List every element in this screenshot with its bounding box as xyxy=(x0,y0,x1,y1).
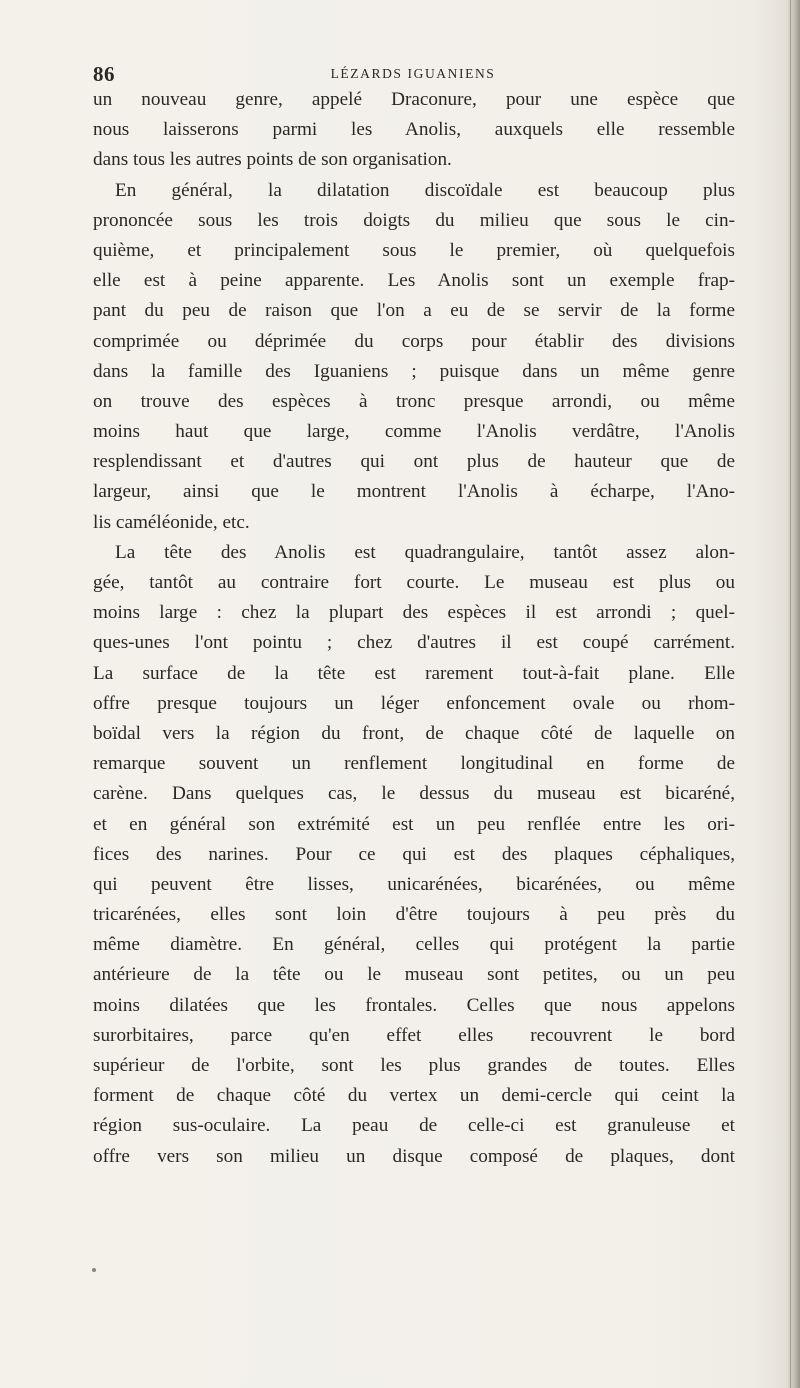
text-line: gée, tantôt au contraire fort courte. Le museau est plus ou xyxy=(93,572,735,593)
text-line: offre vers son milieu un disque composé de plaques, dont xyxy=(93,1145,735,1167)
text-line: un nouveau genre, appelé Draconure, pour une espèce que xyxy=(93,89,735,110)
text-line: comprimée ou déprimée du corps pour établir des divisions xyxy=(93,330,735,352)
text-line: En général, la dilatation discoïdale est beaucoup plus xyxy=(115,179,735,201)
text-line: prononcée sous les trois doigts du milieu que sous le cin- xyxy=(93,209,735,231)
text-line: antérieure de la tête ou le museau sont petites, ou un peu xyxy=(93,964,735,986)
text-line: nous laisserons parmi les Anolis, auxquels elle ressemble xyxy=(93,119,735,141)
text-line: elle est à peine apparente. Les Anolis sont un exemple frap- xyxy=(93,270,735,292)
text-line: on trouve des espèces à tronc presque arrondi, ou même xyxy=(93,390,735,412)
text-line: dans tous les autres points de son organisation. xyxy=(93,149,452,171)
text-line: largeur, ainsi que le montrent l'Anolis à écharpe, l'Ano- xyxy=(93,481,735,503)
text-line: même diamètre. En général, celles qui protégent la partie xyxy=(93,934,735,956)
running-title: LÉZARDS IGUANIENS xyxy=(330,66,496,81)
text-line: et en général son extrémité est un peu renflée entre les ori- xyxy=(93,813,735,835)
text-line: région sus-oculaire. La peau de celle-ci est granuleuse et xyxy=(93,1115,735,1137)
text-line: forment de chaque côté du vertex un demi-cercle qui ceint la xyxy=(93,1085,735,1107)
text-line: offre presque toujours un léger enfoncement ovale ou rhom- xyxy=(93,692,735,714)
text-line: moins large : chez la plupart des espèces il est arrondi ; quel- xyxy=(93,602,735,624)
text-line: remarque souvent un renflement longitudinal en forme de xyxy=(93,753,735,775)
text-line: moins haut que large, comme l'Anolis verdâtre, l'Anolis xyxy=(93,421,735,443)
text-line: dans la famille des Iguaniens ; puisque dans un même genre xyxy=(93,360,735,382)
text-line: La tête des Anolis est quadrangulaire, tantôt assez alon- xyxy=(115,541,735,563)
text-line: pant du peu de raison que l'on a eu de se servir de la forme xyxy=(93,300,735,322)
text-line: resplendissant et d'autres qui ont plus de hauteur que de xyxy=(93,451,735,473)
text-line: carène. Dans quelques cas, le dessus du museau est bicaréné, xyxy=(93,783,735,805)
page-number: 86 xyxy=(93,62,115,86)
page-edge-line xyxy=(790,0,791,1388)
page-edge-shadow xyxy=(786,0,800,1388)
text-line: moins dilatées que les frontales. Celles que nous appelons xyxy=(93,994,735,1016)
text-line: qui peuvent être lisses, unicarénées, bicarénées, ou même xyxy=(93,873,735,895)
text-line: quième, et principalement sous le premier, où quelquefois xyxy=(93,239,735,261)
text-line: lis caméléonide, etc. xyxy=(93,511,250,533)
text-line: boïdal vers la région du front, de chaque côté de laquelle on xyxy=(93,722,735,744)
text-line: La surface de la tête est rarement tout-à-fait plane. Elle xyxy=(93,662,735,684)
text-line: surorbitaires, parce qu'en effet elles recouvrent le bord xyxy=(93,1024,735,1046)
text-line: fices des narines. Pour ce qui est des plaques céphaliques, xyxy=(93,843,735,865)
ink-speck xyxy=(92,1268,96,1272)
text-line: ques-unes l'ont pointu ; chez d'autres il est coupé carrément. xyxy=(93,632,735,654)
text-line: tricarénées, elles sont loin d'être toujours à peu près du xyxy=(93,904,735,926)
text-line: supérieur de l'orbite, sont les plus grandes de toutes. Elles xyxy=(93,1055,735,1076)
body-text xyxy=(93,85,735,1172)
